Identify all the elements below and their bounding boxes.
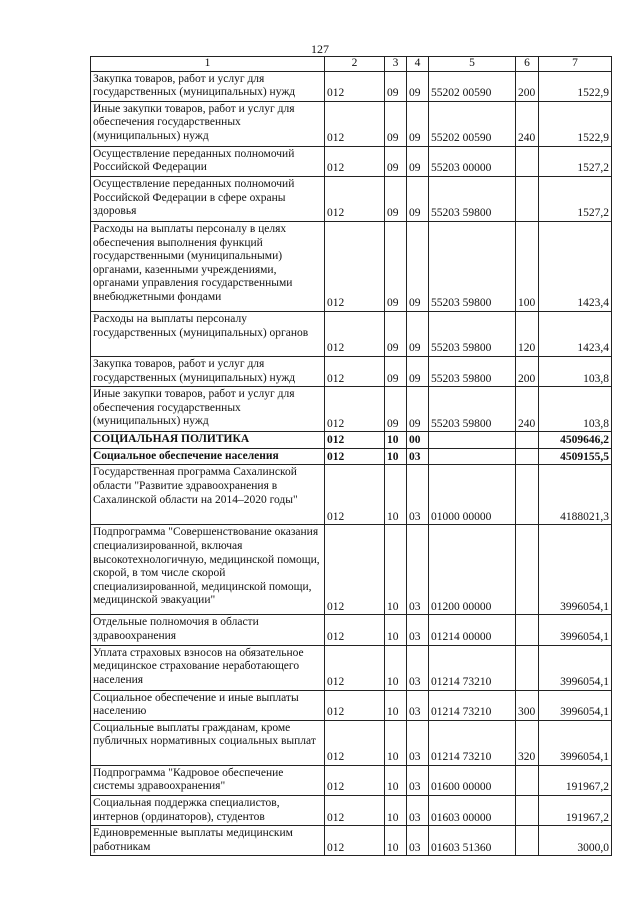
row-subsection-cell: 09 xyxy=(407,176,429,221)
row-code-cell: 012 xyxy=(325,720,385,765)
row-amount-cell: 1522,9 xyxy=(539,101,612,146)
table-row xyxy=(91,71,612,101)
row-section-cell: 10 xyxy=(385,465,407,525)
row-subsection-cell: 03 xyxy=(407,645,429,690)
row-amount-cell: 3996054,1 xyxy=(539,615,612,645)
table-row xyxy=(91,448,612,465)
row-target-cell: 01200 00000 xyxy=(429,525,516,615)
row-amount-cell: 3996054,1 xyxy=(539,645,612,690)
row-name-cell: Подпрограмма "Совершенствование оказания специализированной, включая высокотехнологичную, медицинской помощи, скорой, в том числе скорой специализированной, медицинской помощи, медицинской эвакуации" xyxy=(91,525,325,615)
row-name-cell: Иные закупки товаров, работ и услуг для обеспечения государственных (муниципальных) нужд xyxy=(91,387,325,432)
table-row xyxy=(91,720,612,765)
row-name-cell: Закупка товаров, работ и услуг для государственных (муниципальных) нужд xyxy=(91,71,325,101)
row-subsection-cell: 03 xyxy=(407,826,429,856)
row-name-cell: Уплата страховых взносов на обязательное медицинское страхование неработающего населения xyxy=(91,645,325,690)
row-target-cell: 55203 59800 xyxy=(429,221,516,311)
row-name-cell: Осуществление переданных полномочий Российской Федерации в сфере охраны здоровья xyxy=(91,176,325,221)
table-body xyxy=(91,57,612,856)
row-subsection-cell: 09 xyxy=(407,387,429,432)
row-section-cell: 10 xyxy=(385,525,407,615)
row-code-cell: 012 xyxy=(325,645,385,690)
row-subsection-cell: 09 xyxy=(407,101,429,146)
row-name-cell: Подпрограмма "Кадровое обеспечение системы здравоохранения" xyxy=(91,765,325,795)
row-expense-type-cell xyxy=(516,432,539,449)
row-code-cell: 012 xyxy=(325,311,385,356)
row-subsection-cell: 03 xyxy=(407,525,429,615)
row-subsection-cell: 00 xyxy=(407,432,429,449)
row-section-cell: 09 xyxy=(385,146,407,176)
row-code-cell: 012 xyxy=(325,795,385,825)
row-section-cell: 09 xyxy=(385,221,407,311)
row-subsection-cell: 03 xyxy=(407,765,429,795)
row-expense-type-cell xyxy=(516,176,539,221)
table-header-row xyxy=(91,57,612,72)
row-expense-type-cell xyxy=(516,765,539,795)
row-amount-cell: 191967,2 xyxy=(539,795,612,825)
row-target-cell: 01000 00000 xyxy=(429,465,516,525)
row-section-cell: 10 xyxy=(385,645,407,690)
row-name-cell: Единовременные выплаты медицинским работникам xyxy=(91,826,325,856)
row-section-cell: 09 xyxy=(385,356,407,386)
row-name-cell: Осуществление переданных полномочий Российской Федерации xyxy=(91,146,325,176)
header-cell: 5 xyxy=(429,57,516,72)
table-row xyxy=(91,387,612,432)
row-amount-cell: 3000,0 xyxy=(539,826,612,856)
row-name-cell: Отдельные полномочия в области здравоохранения xyxy=(91,615,325,645)
row-expense-type-cell: 100 xyxy=(516,221,539,311)
row-subsection-cell: 09 xyxy=(407,356,429,386)
row-subsection-cell: 09 xyxy=(407,146,429,176)
row-target-cell: 55203 59800 xyxy=(429,311,516,356)
row-section-cell: 09 xyxy=(385,101,407,146)
row-code-cell: 012 xyxy=(325,101,385,146)
row-subsection-cell: 03 xyxy=(407,690,429,720)
row-expense-type-cell xyxy=(516,146,539,176)
row-target-cell: 55202 00590 xyxy=(429,101,516,146)
header-cell: 6 xyxy=(516,57,539,72)
page-number: 127 xyxy=(311,42,329,56)
row-amount-cell: 1423,4 xyxy=(539,311,612,356)
row-expense-type-cell: 200 xyxy=(516,71,539,101)
row-section-cell: 10 xyxy=(385,448,407,465)
header-cell: 7 xyxy=(539,57,612,72)
table-row xyxy=(91,311,612,356)
budget-table xyxy=(90,56,612,856)
row-code-cell: 012 xyxy=(325,765,385,795)
header-cell: 1 xyxy=(91,57,325,72)
table-row xyxy=(91,795,612,825)
row-expense-type-cell: 120 xyxy=(516,311,539,356)
table-row xyxy=(91,432,612,449)
row-code-cell: 012 xyxy=(325,525,385,615)
row-amount-cell: 4509646,2 xyxy=(539,432,612,449)
row-subsection-cell: 03 xyxy=(407,465,429,525)
table-row xyxy=(91,356,612,386)
row-amount-cell: 103,8 xyxy=(539,387,612,432)
table-row xyxy=(91,465,612,525)
row-name-cell: Расходы на выплаты персоналу в целях обеспечения выполнения функций государственными (муниципальными) органами, казенными учреждениями, органами управления государственными внебюджетными фондами xyxy=(91,221,325,311)
row-code-cell: 012 xyxy=(325,387,385,432)
header-cell: 4 xyxy=(407,57,429,72)
row-expense-type-cell: 200 xyxy=(516,356,539,386)
row-expense-type-cell: 240 xyxy=(516,387,539,432)
row-subsection-cell: 03 xyxy=(407,615,429,645)
row-target-cell xyxy=(429,448,516,465)
row-amount-cell: 1527,2 xyxy=(539,176,612,221)
row-name-cell: Иные закупки товаров, работ и услуг для обеспечения государственных (муниципальных) нужд xyxy=(91,101,325,146)
row-name-cell: Социальное обеспечение населения xyxy=(91,448,325,465)
table-row xyxy=(91,146,612,176)
row-expense-type-cell: 320 xyxy=(516,720,539,765)
row-expense-type-cell xyxy=(516,826,539,856)
row-code-cell: 012 xyxy=(325,448,385,465)
table-row xyxy=(91,615,612,645)
row-target-cell: 01214 00000 xyxy=(429,615,516,645)
row-target-cell: 01603 51360 xyxy=(429,826,516,856)
row-amount-cell: 1522,9 xyxy=(539,71,612,101)
row-section-cell: 10 xyxy=(385,826,407,856)
row-amount-cell: 1527,2 xyxy=(539,146,612,176)
row-section-cell: 10 xyxy=(385,615,407,645)
row-section-cell: 10 xyxy=(385,720,407,765)
row-subsection-cell: 03 xyxy=(407,448,429,465)
row-subsection-cell: 03 xyxy=(407,795,429,825)
row-amount-cell: 1423,4 xyxy=(539,221,612,311)
row-expense-type-cell xyxy=(516,525,539,615)
row-code-cell: 012 xyxy=(325,176,385,221)
row-subsection-cell: 03 xyxy=(407,720,429,765)
row-code-cell: 012 xyxy=(325,826,385,856)
row-code-cell: 012 xyxy=(325,615,385,645)
row-name-cell: СОЦИАЛЬНАЯ ПОЛИТИКА xyxy=(91,432,325,449)
table-row xyxy=(91,765,612,795)
row-target-cell: 55203 59800 xyxy=(429,387,516,432)
row-section-cell: 09 xyxy=(385,71,407,101)
table-row xyxy=(91,645,612,690)
row-subsection-cell: 09 xyxy=(407,71,429,101)
table-row xyxy=(91,826,612,856)
row-subsection-cell: 09 xyxy=(407,221,429,311)
row-section-cell: 10 xyxy=(385,690,407,720)
row-name-cell: Закупка товаров, работ и услуг для государственных (муниципальных) нужд xyxy=(91,356,325,386)
row-name-cell: Государственная программа Сахалинской области "Развитие здравоохранения в Сахалинской области на 2014–2020 годы" xyxy=(91,465,325,525)
row-target-cell: 01214 73210 xyxy=(429,645,516,690)
row-target-cell: 01603 00000 xyxy=(429,795,516,825)
row-code-cell: 012 xyxy=(325,690,385,720)
row-expense-type-cell: 240 xyxy=(516,101,539,146)
table-row xyxy=(91,101,612,146)
row-target-cell: 01600 00000 xyxy=(429,765,516,795)
row-section-cell: 09 xyxy=(385,176,407,221)
row-section-cell: 09 xyxy=(385,387,407,432)
row-expense-type-cell xyxy=(516,795,539,825)
row-target-cell xyxy=(429,432,516,449)
row-amount-cell: 3996054,1 xyxy=(539,525,612,615)
row-section-cell: 10 xyxy=(385,765,407,795)
row-target-cell: 01214 73210 xyxy=(429,720,516,765)
row-code-cell: 012 xyxy=(325,432,385,449)
row-target-cell: 55203 59800 xyxy=(429,356,516,386)
row-code-cell: 012 xyxy=(325,465,385,525)
row-target-cell: 55203 59800 xyxy=(429,176,516,221)
row-code-cell: 012 xyxy=(325,356,385,386)
row-section-cell: 10 xyxy=(385,432,407,449)
row-expense-type-cell xyxy=(516,615,539,645)
row-amount-cell: 3996054,1 xyxy=(539,690,612,720)
header-cell: 3 xyxy=(385,57,407,72)
row-name-cell: Расходы на выплаты персоналу государственных (муниципальных) органов xyxy=(91,311,325,356)
row-code-cell: 012 xyxy=(325,71,385,101)
row-expense-type-cell xyxy=(516,465,539,525)
row-code-cell: 012 xyxy=(325,221,385,311)
row-subsection-cell: 09 xyxy=(407,311,429,356)
row-amount-cell: 4509155,5 xyxy=(539,448,612,465)
table-row xyxy=(91,525,612,615)
row-target-cell: 55203 00000 xyxy=(429,146,516,176)
row-expense-type-cell xyxy=(516,448,539,465)
table-row xyxy=(91,221,612,311)
row-expense-type-cell: 300 xyxy=(516,690,539,720)
table-row xyxy=(91,690,612,720)
table-row xyxy=(91,176,612,221)
row-section-cell: 09 xyxy=(385,311,407,356)
row-amount-cell: 3996054,1 xyxy=(539,720,612,765)
row-name-cell: Социальное обеспечение и иные выплаты населению xyxy=(91,690,325,720)
row-amount-cell: 103,8 xyxy=(539,356,612,386)
header-cell: 2 xyxy=(325,57,385,72)
row-amount-cell: 191967,2 xyxy=(539,765,612,795)
row-target-cell: 55202 00590 xyxy=(429,71,516,101)
row-target-cell: 01214 73210 xyxy=(429,690,516,720)
row-expense-type-cell xyxy=(516,645,539,690)
row-code-cell: 012 xyxy=(325,146,385,176)
row-name-cell: Социальные выплаты гражданам, кроме публичных нормативных социальных выплат xyxy=(91,720,325,765)
row-section-cell: 10 xyxy=(385,795,407,825)
row-name-cell: Социальная поддержка специалистов, интернов (ординаторов), студентов xyxy=(91,795,325,825)
row-amount-cell: 4188021,3 xyxy=(539,465,612,525)
